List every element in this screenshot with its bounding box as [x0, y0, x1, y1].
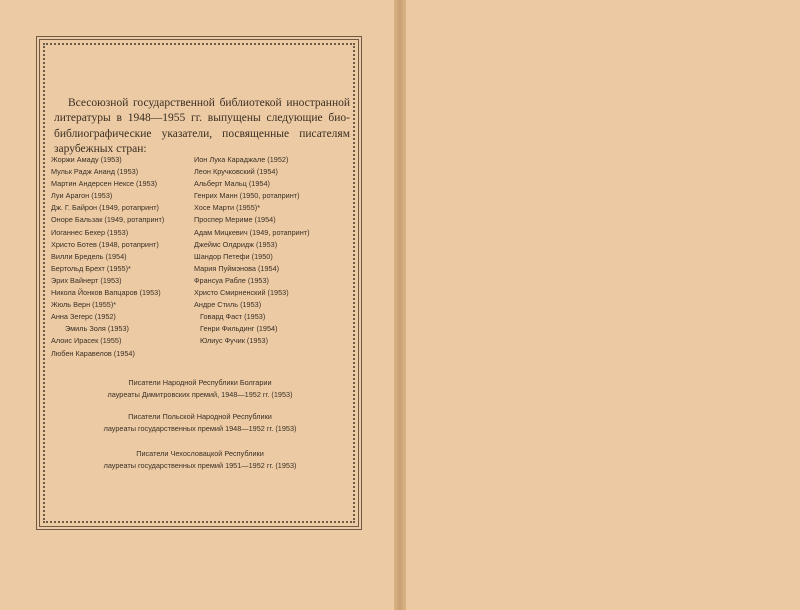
- intro-paragraph: Всесоюзной государственной библиотекой иностранной литературы в 1948—1955 гг. выпущены следующие био-библиографические указатели, посвященные писателям зарубежных стран:: [54, 96, 350, 155]
- list-item: Юлиус Фучик (1953): [200, 336, 269, 346]
- list-item: Альберт Мальц (1954): [194, 179, 270, 189]
- list-item: Адам Мицкевич (1949, ротапринт): [194, 227, 310, 237]
- entry-title: Писатели Чехословацкой Республики: [136, 449, 264, 458]
- list-item: Иоганнес Бехер (1953): [51, 227, 129, 237]
- list-item: Говард Фаст (1953): [200, 312, 266, 322]
- bibliography-list-left: [51, 154, 201, 360]
- list-item: Вилли Бредель (1954): [51, 251, 127, 261]
- list-item: Жоржи Амаду (1953): [51, 155, 122, 164]
- list-item: Эмиль Золя (1953): [65, 324, 129, 334]
- list-item: Эрих Вайнерт (1953): [51, 275, 122, 285]
- entry-subtitle: лауреаты Димитровских премий, 1948—1952 гг. (1953): [107, 390, 293, 399]
- list-item: Алоис Ирасек (1955): [51, 336, 122, 346]
- list-item: Никола Йонков Вапцаров (1953): [51, 288, 161, 298]
- list-item: Христо Ботев (1948, ротапринт): [51, 239, 159, 249]
- list-item: Проспер Мериме (1954): [194, 215, 276, 225]
- list-item: Хосе Марти (1955)*: [194, 203, 261, 213]
- right-page: [402, 0, 800, 610]
- poland-laureates-entry: [40, 411, 360, 435]
- list-item: Генрих Манн (1950, ротапринт): [194, 191, 300, 201]
- list-item: Генри Фильдинг (1954): [200, 324, 278, 334]
- entry-subtitle: лауреаты государственных премий 1948—1952 гг. (1953): [103, 424, 297, 433]
- list-item: Жюль Верн (1955)*: [51, 300, 117, 310]
- entry-title: Писатели Польской Народной Республики: [128, 412, 272, 421]
- list-item: Анна Зегерс (1952): [51, 312, 116, 322]
- bibliography-list-right: [194, 154, 354, 348]
- list-item: Христо Смирненский (1953): [194, 288, 289, 298]
- list-item: Леон Кручковский (1954): [194, 167, 278, 177]
- list-item: Дж. Г. Байрон (1949, ротапринт): [51, 203, 159, 213]
- list-item: Андре Стиль (1953): [194, 300, 262, 310]
- czechoslovakia-laureates-entry: [40, 448, 360, 472]
- book-gutter: [394, 0, 406, 610]
- entry-subtitle: лауреаты государственных премий 1951—1952 гг. (1953): [103, 461, 297, 470]
- list-item: Любен Каравелов (1954): [51, 348, 135, 358]
- list-item: Мария Пуймэнова (1954): [194, 263, 280, 273]
- list-item: Мульк Радж Ананд (1953): [51, 167, 139, 177]
- list-item: Луи Арагон (1953): [51, 191, 113, 201]
- list-item: Мартин Андерсен Нексе (1953): [51, 179, 158, 189]
- bulgaria-laureates-entry: [40, 377, 360, 401]
- list-item: Франсуа Рабле (1953): [194, 275, 269, 285]
- list-item: Бертольд Брехт (1955)*: [51, 263, 131, 273]
- entry-title: Писатели Народной Республики Болгарии: [128, 378, 272, 387]
- list-item: Оноре Бальзак (1949, ротапринт): [51, 215, 165, 225]
- list-item: Джеймс Олдридж (1953): [194, 239, 278, 249]
- list-item: Шандор Петефи (1950): [194, 251, 273, 261]
- list-item: Ион Лука Караджале (1952): [194, 155, 289, 164]
